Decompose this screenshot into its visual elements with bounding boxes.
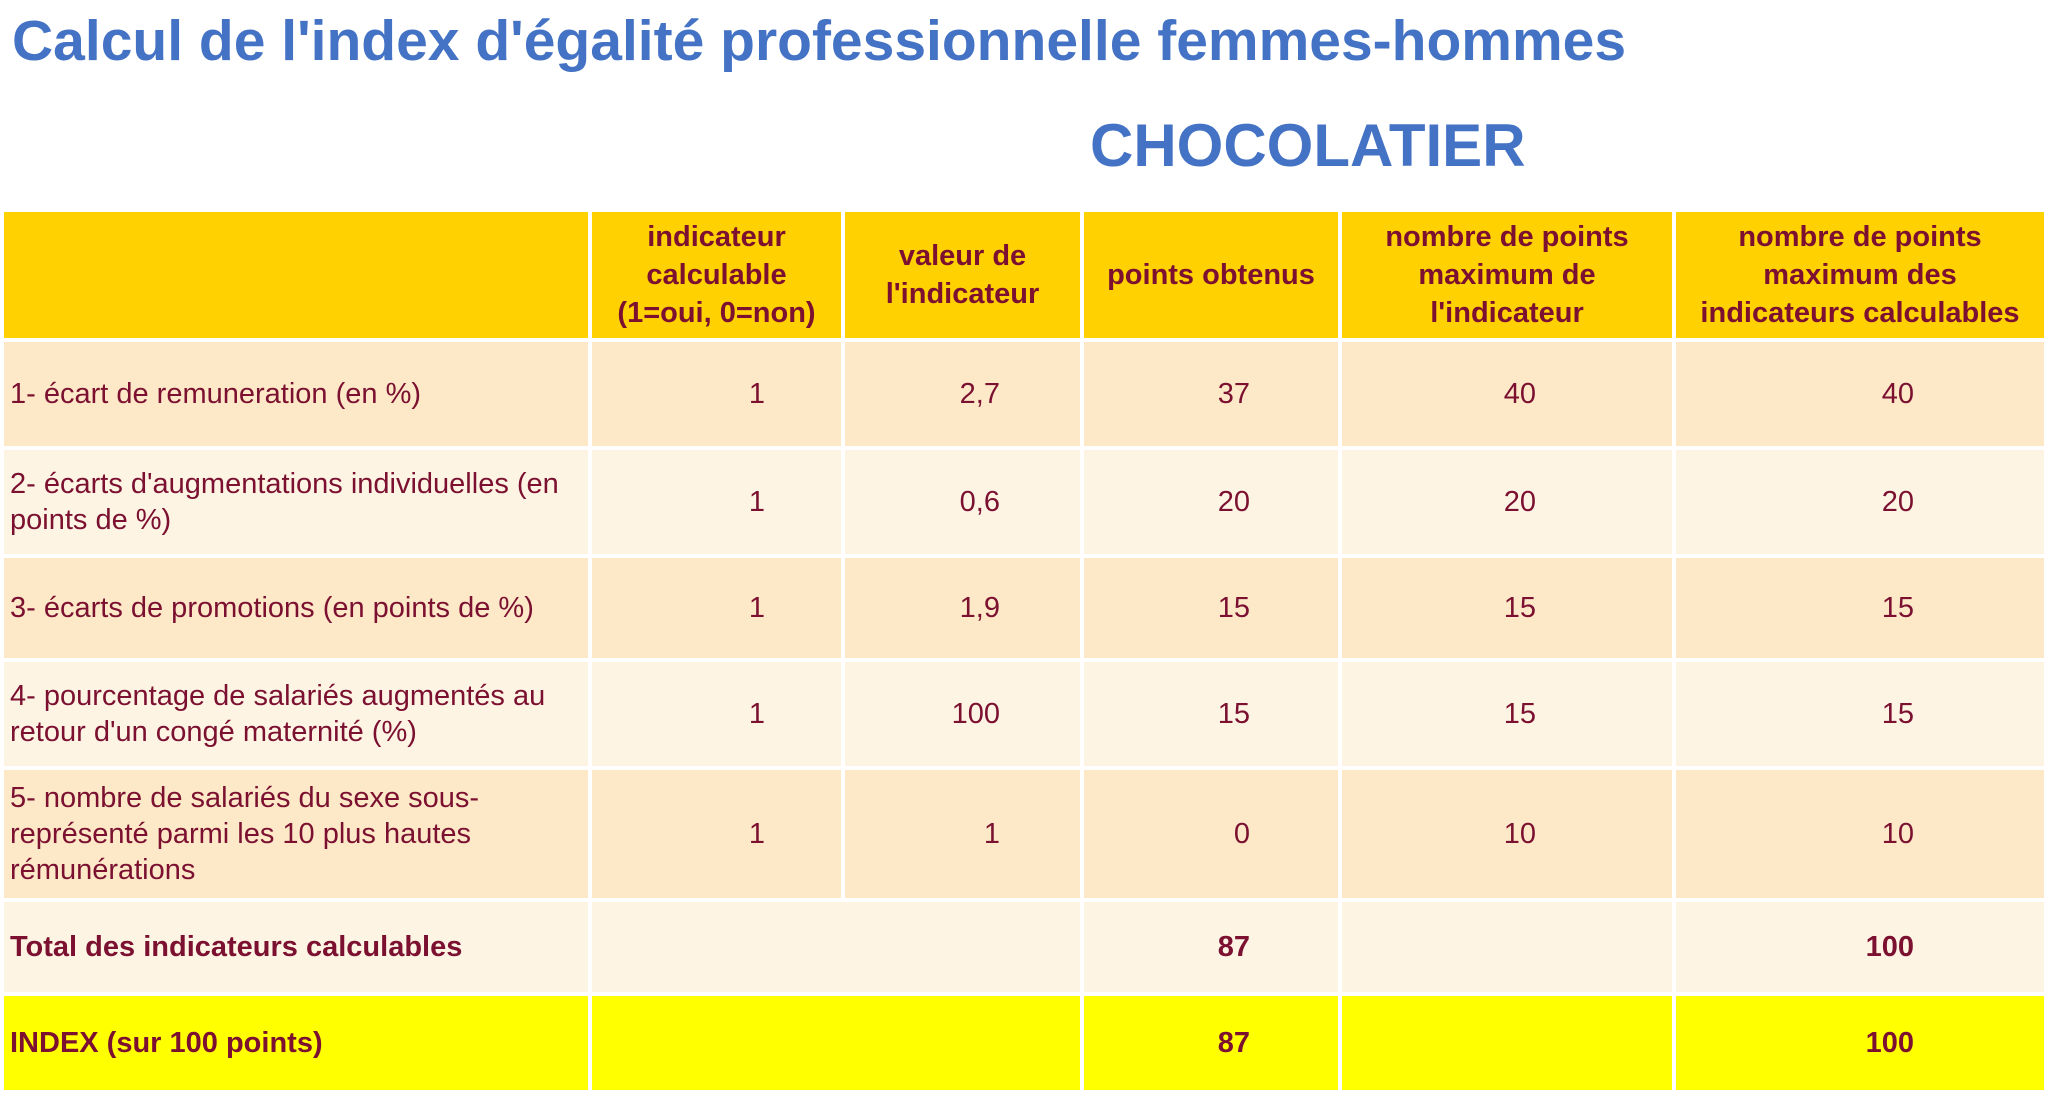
header-cell-label xyxy=(4,212,588,338)
cell-max: 15 xyxy=(1342,558,1672,658)
index-row xyxy=(4,996,2044,1090)
row-label: 1- écart de remuneration (en %) xyxy=(4,342,588,446)
cell-valeur: 100 xyxy=(845,662,1080,766)
cell-points: 37 xyxy=(1084,342,1338,446)
cell-points: 15 xyxy=(1084,662,1338,766)
cell-valeur: 1 xyxy=(845,770,1080,898)
header-cell-calculable: indicateur calculable (1=oui, 0=non) xyxy=(592,212,841,338)
cell-max-calc: 15 xyxy=(1676,558,2044,658)
cell-valeur: 1,9 xyxy=(845,558,1080,658)
total-label: Total des indicateurs calculables xyxy=(4,902,588,992)
table-row xyxy=(4,770,2044,898)
header-row xyxy=(4,212,2044,338)
company-name: CHOCOLATIER xyxy=(1090,112,1526,179)
cell-calculable: 1 xyxy=(592,558,841,658)
table-row xyxy=(4,662,2044,766)
cell-calculable: 1 xyxy=(592,342,841,446)
row-label: 5- nombre de salariés du sexe sous-représenté parmi les 10 plus hautes rémunérations xyxy=(4,770,588,898)
total-empty-cell xyxy=(1342,902,1672,992)
header-cell-max-calc: nombre de points maximum des indicateurs calculables xyxy=(1676,212,2044,338)
table-row xyxy=(4,342,2044,446)
row-label: 3- écarts de promotions (en points de %) xyxy=(4,558,588,658)
index-empty-cell xyxy=(1342,996,1672,1090)
total-empty-cell xyxy=(592,902,1080,992)
row-label: 2- écarts d'augmentations individuelles (en points de %) xyxy=(4,450,588,554)
total-max-calc: 100 xyxy=(1676,902,2044,992)
row-label: 4- pourcentage de salariés augmentés au retour d'un congé maternité (%) xyxy=(4,662,588,766)
index-points: 87 xyxy=(1084,996,1338,1090)
cell-points: 20 xyxy=(1084,450,1338,554)
index-max-calc: 100 xyxy=(1676,996,2044,1090)
page-title: Calcul de l'index d'égalité professionnelle femmes-hommes xyxy=(12,9,1627,73)
table-row xyxy=(4,558,2044,658)
cell-calculable: 1 xyxy=(592,450,841,554)
total-row xyxy=(4,902,2044,992)
cell-points: 15 xyxy=(1084,558,1338,658)
cell-max-calc: 40 xyxy=(1676,342,2044,446)
cell-max: 10 xyxy=(1342,770,1672,898)
index-table xyxy=(0,208,2048,1094)
header-cell-valeur: valeur de l'indicateur xyxy=(845,212,1080,338)
cell-max-calc: 10 xyxy=(1676,770,2044,898)
cell-max-calc: 15 xyxy=(1676,662,2044,766)
cell-max: 15 xyxy=(1342,662,1672,766)
cell-valeur: 2,7 xyxy=(845,342,1080,446)
header-cell-points: points obtenus xyxy=(1084,212,1338,338)
index-empty-cell xyxy=(592,996,1080,1090)
cell-valeur: 0,6 xyxy=(845,450,1080,554)
index-label: INDEX (sur 100 points) xyxy=(4,996,588,1090)
cell-calculable: 1 xyxy=(592,662,841,766)
cell-calculable: 1 xyxy=(592,770,841,898)
header-cell-max: nombre de points maximum de l'indicateur xyxy=(1342,212,1672,338)
cell-max-calc: 20 xyxy=(1676,450,2044,554)
cell-max: 40 xyxy=(1342,342,1672,446)
total-points: 87 xyxy=(1084,902,1338,992)
table-row xyxy=(4,450,2044,554)
cell-max: 20 xyxy=(1342,450,1672,554)
cell-points: 0 xyxy=(1084,770,1338,898)
